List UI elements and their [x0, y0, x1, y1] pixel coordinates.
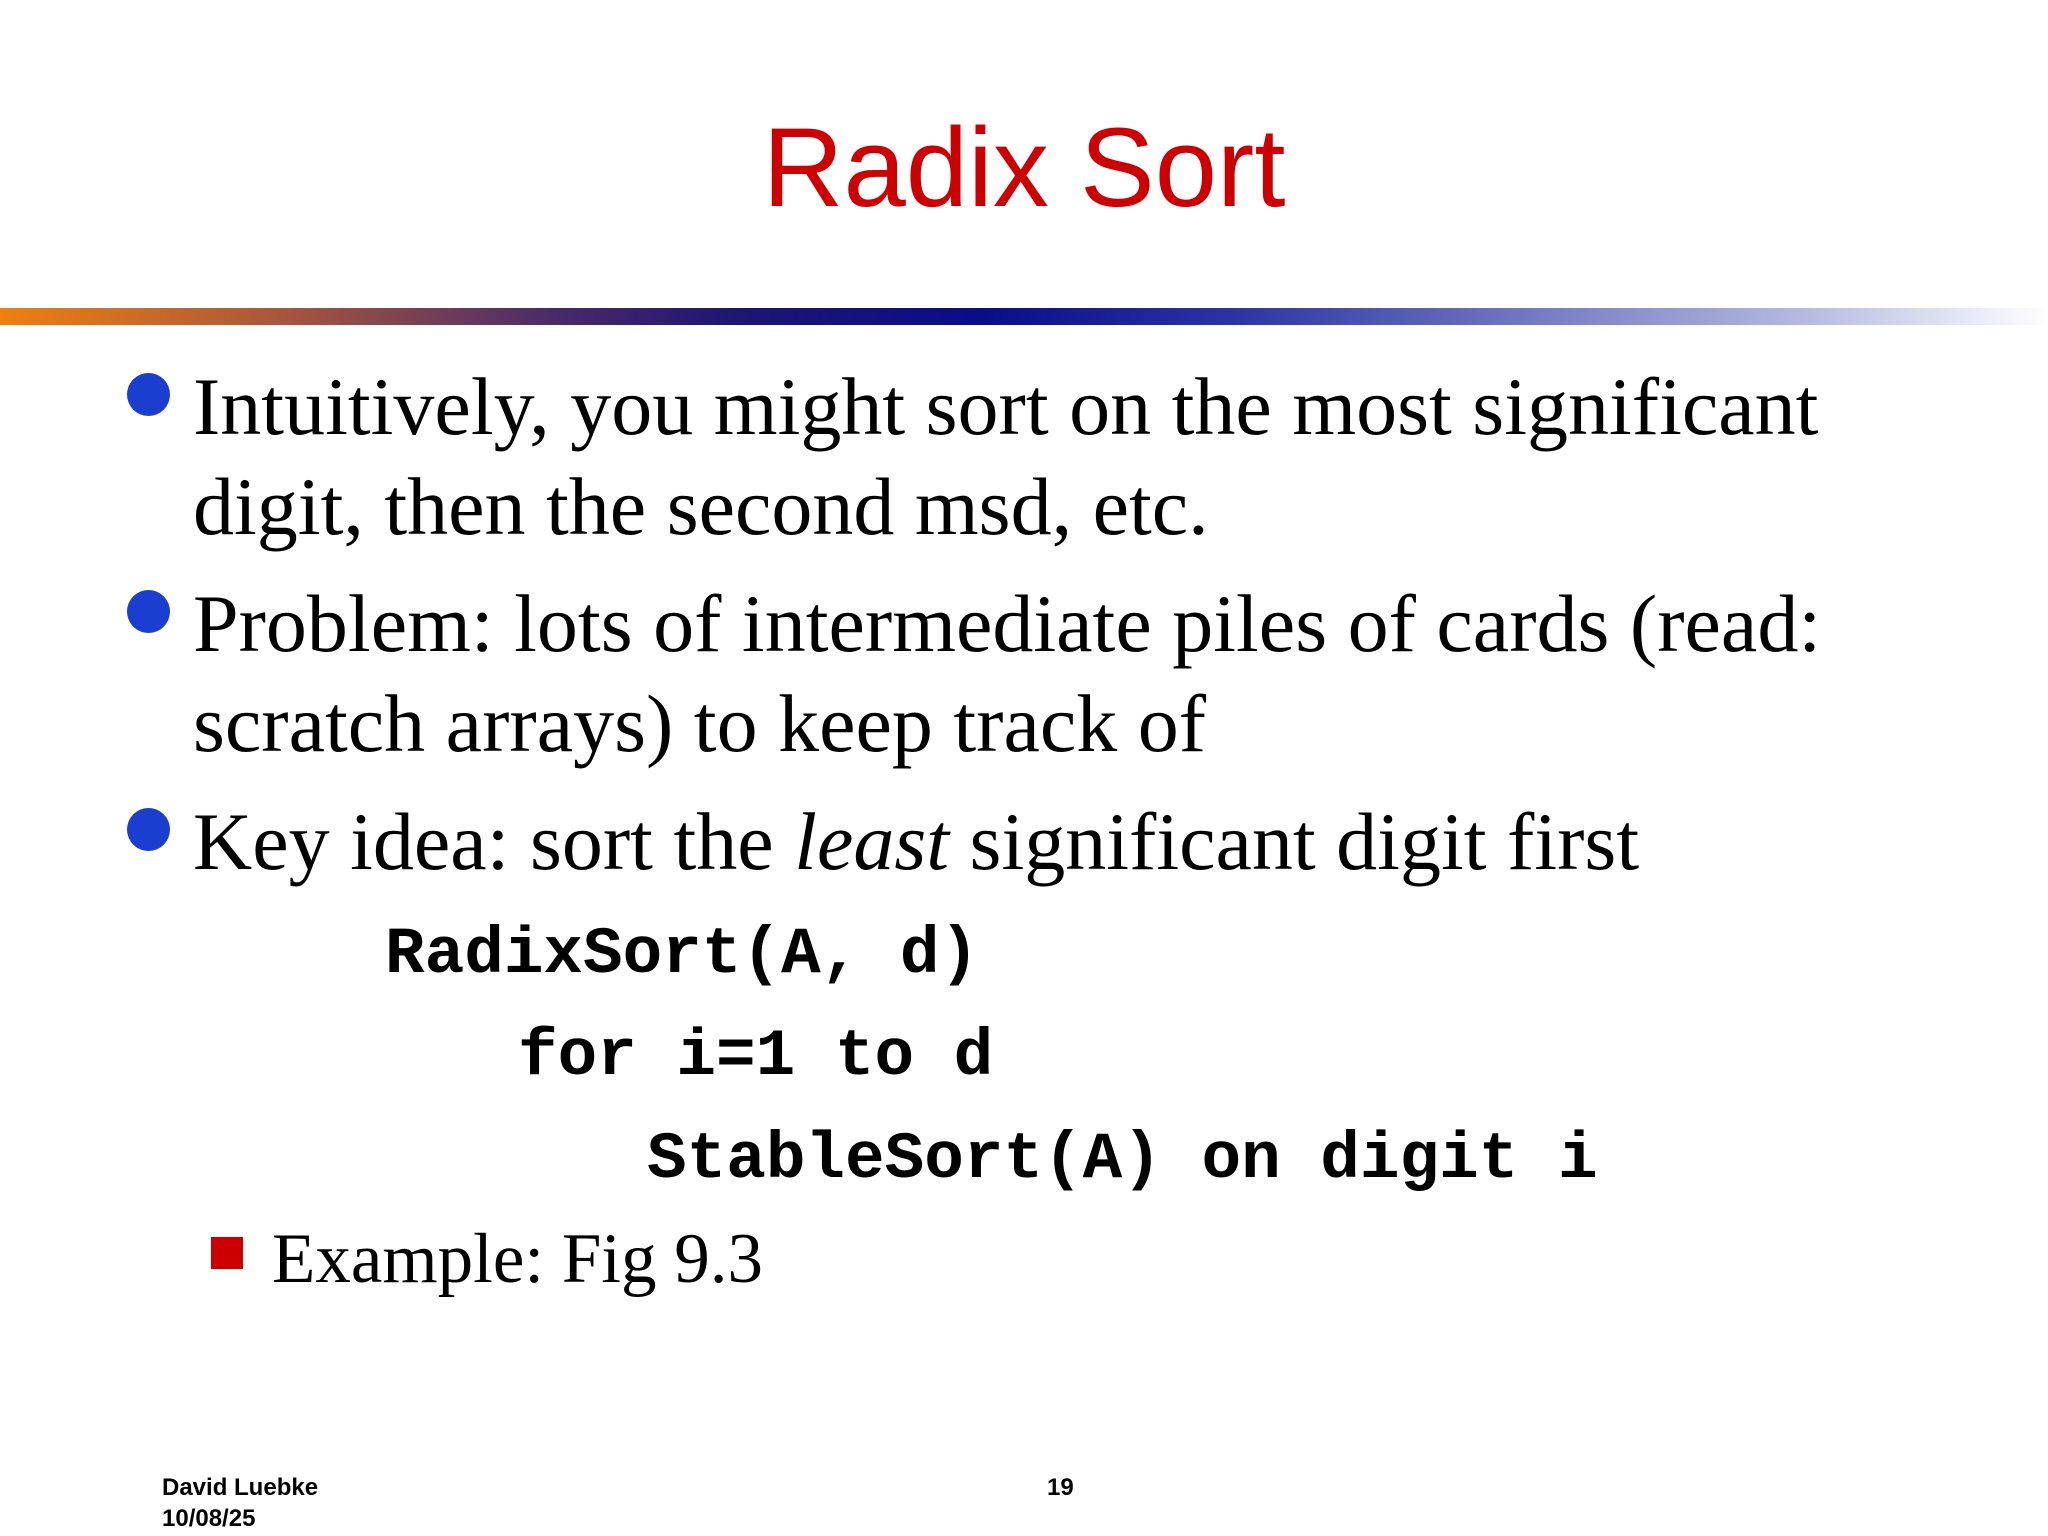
bullet-text: [193, 792, 1993, 892]
footer-page-number: 19: [1047, 1474, 1074, 1501]
bullet-line: Problem: lots of intermediate piles of cards (read:: [193, 578, 1822, 669]
bullet-line: digit, then the second msd, etc.: [193, 461, 1209, 552]
bullet-dot-icon: [127, 808, 170, 851]
bullet-line: Intuitively, you might sort on the most significant: [193, 361, 1819, 452]
slide-title: Radix Sort: [762, 105, 1286, 230]
footer-author: David Luebke: [162, 1474, 319, 1501]
code-line: for i=1 to d: [518, 1019, 994, 1094]
bullet-line: scratch arrays) to keep track of: [193, 678, 1207, 769]
sub-bullet-square-icon: [211, 1237, 243, 1269]
footer-date: 10/08/25: [162, 1505, 256, 1532]
sub-bullet-text: Example: Fig 9.3: [272, 1220, 764, 1298]
bullet-dot-icon: [127, 590, 170, 633]
bullet-text-prefix: Key idea: sort the: [193, 796, 795, 887]
code-line: StableSort(A) on digit i: [647, 1122, 1598, 1197]
bullet-dot-icon: [127, 373, 170, 416]
title-divider: [0, 308, 2048, 325]
bullet-text: [193, 574, 1993, 774]
code-line: RadixSort(A, d): [385, 917, 980, 992]
bullet-text: [193, 357, 1993, 557]
bullet-text-emphasis: least: [794, 796, 950, 887]
bullet-text-suffix: significant digit first: [949, 796, 1640, 887]
